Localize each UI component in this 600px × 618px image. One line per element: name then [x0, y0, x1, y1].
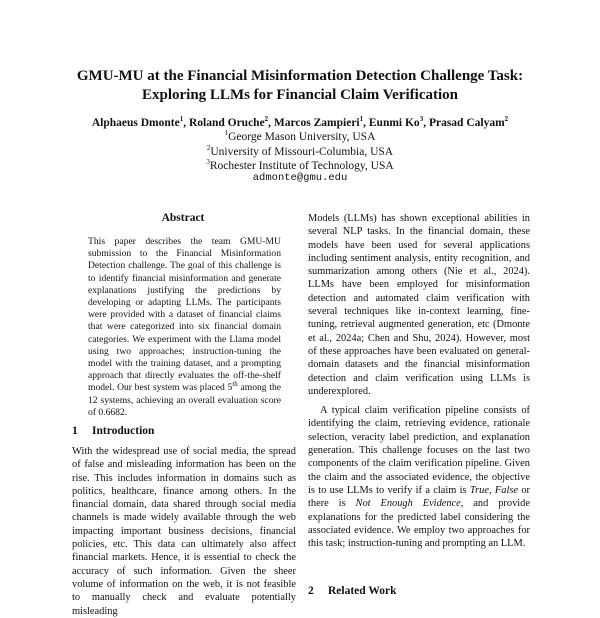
paper-title	[40, 67, 560, 105]
author: Eunmi Ko$^3$,	[368, 115, 429, 129]
section-heading-introduction: 1 Introduction	[72, 425, 155, 437]
abstract-body: This paper describes the team GMU-MU submission to the Financial Misinformation Detection challenge. The goal of this challenge is to identify financial misinformation and generate explanations justifying the predictions by developing or adapting LLMs. The participants were provided with a dataset of financial claims that were categorized into six financial domain categories. We experiment with the Llama model using two approaches; instruction-tuning the model with the training dataset, and a prompting approach that directly evaluates the off-the-shelf model. Our best system was placed 5th among the 12 systems, achieving an overall evaluation score of 0.6682.	[88, 236, 281, 418]
author: Marcos Zampieri$^1$,	[273, 115, 369, 129]
title-line-2: Exploring LLMs for Financial Claim Verification	[142, 87, 458, 103]
abstract-heading: Abstract	[161, 212, 205, 224]
affiliation: $^2$University of Missouri-Columbia, USA	[206, 144, 394, 158]
right-column-body	[308, 212, 530, 550]
author: Prasad Calyam$^2$	[428, 115, 509, 129]
affiliation: $^3$Rochester Institute of Technology, USA	[206, 158, 394, 172]
contact-email[interactable]: admonte@gmu.edu	[252, 172, 348, 184]
paragraph: Models (LLMs) has shown exceptional abilities in several NLP tasks. In the financial domain, these models have been used for several applications including sentiment analysis, entity recognition, and summarization among others (Nie et al., 2024). LLMs have been employed for misinformation detection and automated claim verification with several techniques like in-context learning, fine-tuning, retrieval augmented generation, etc (Dmonte et al., 2024a; Chen and Shu, 2024). However, most of these approaches have been evaluated on general-domain datasets and the financial misinformation detection and claim verification using LLMs is underexplored.	[308, 213, 530, 397]
paragraph: A typical claim verification pipeline consists of identifying the claim, retrieving evidence, rationale selection, veracity label prediction, and explanation generation. This challenge focuses on the last two components of the claim verification pipeline. Given the claim and the associated evidence, the objective is to use LLMs to verify if a claim is True, False or there is Not Enough Evidence, and provide explanations for the predicted label considering the associated evidence. We employ two approaches for this task; instruction-tuning and prompting an LLM.	[308, 405, 530, 550]
author-list	[40, 116, 560, 131]
title-line-1: GMU-MU at the Financial Misinformation Detection Challenge Task:	[76, 68, 524, 84]
affiliation: $^1$George Mason University, USA	[224, 129, 376, 143]
introduction-body: With the widespread use of social media, the spread of false and misleading information has been on the rise. This includes information in domains such as politics, healthcare, finance among others. In the financial domain, data shared through social media channels is made widely available through the web impacting important business decisions, financial policies, etc. This data can ultimately also affect financial markets. Hence, it is essential to check the accuracy of such information. Given the sheer volume of information on the web, it is not feasible to manually check and evaluate potentially misleading	[72, 446, 296, 617]
author: Alphaeus Dmonte$^1$,	[91, 115, 189, 129]
section-heading-related-work: 2 Related Work	[308, 585, 397, 597]
author: Roland Oruche$^2$,	[188, 115, 274, 129]
